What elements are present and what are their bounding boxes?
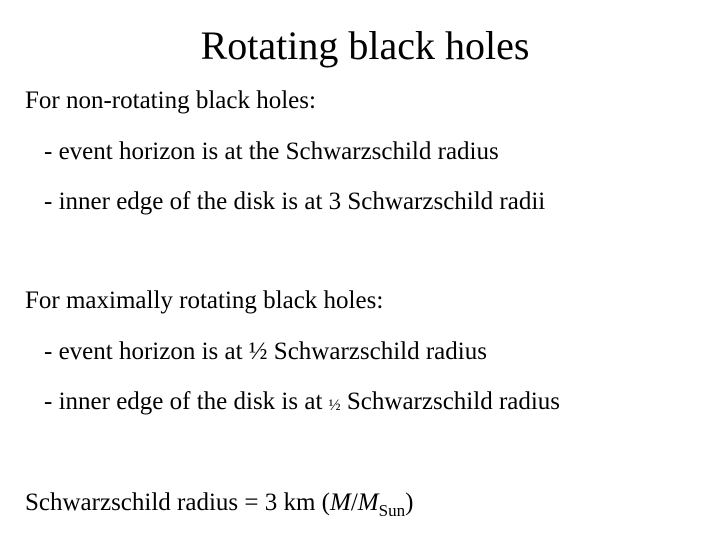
max-rotating-inner-edge-suffix: Schwarzschild radius <box>340 388 561 415</box>
formula-sun-subscript: Sun <box>378 501 406 520</box>
formula-close: ) <box>405 489 414 516</box>
non-rotating-inner-edge: - inner edge of the disk is at 3 Schwarzschild radii <box>44 188 546 215</box>
slide-title: Rotating black holes <box>200 23 530 68</box>
formula-slash: / <box>350 489 358 516</box>
formula-mass: M <box>330 489 351 516</box>
non-rotating-event-horizon: - event horizon is at the Schwarzschild radius <box>44 138 499 165</box>
formula-lhs: Schwarzschild radius = 3 km ( <box>25 489 331 516</box>
half-fraction: ½ <box>328 397 341 414</box>
max-rotating-inner-edge-prefix: - inner edge of the disk is at <box>44 388 329 415</box>
max-rotating-heading: For maximally rotating black holes: <box>25 287 384 314</box>
max-rotating-event-horizon: - event horizon is at ½ Schwarzschild radius <box>44 338 487 365</box>
schwarzschild-formula <box>25 488 413 518</box>
max-rotating-inner-edge <box>44 387 560 421</box>
non-rotating-heading: For non-rotating black holes: <box>25 87 316 114</box>
formula-solar-mass: M <box>357 489 379 516</box>
